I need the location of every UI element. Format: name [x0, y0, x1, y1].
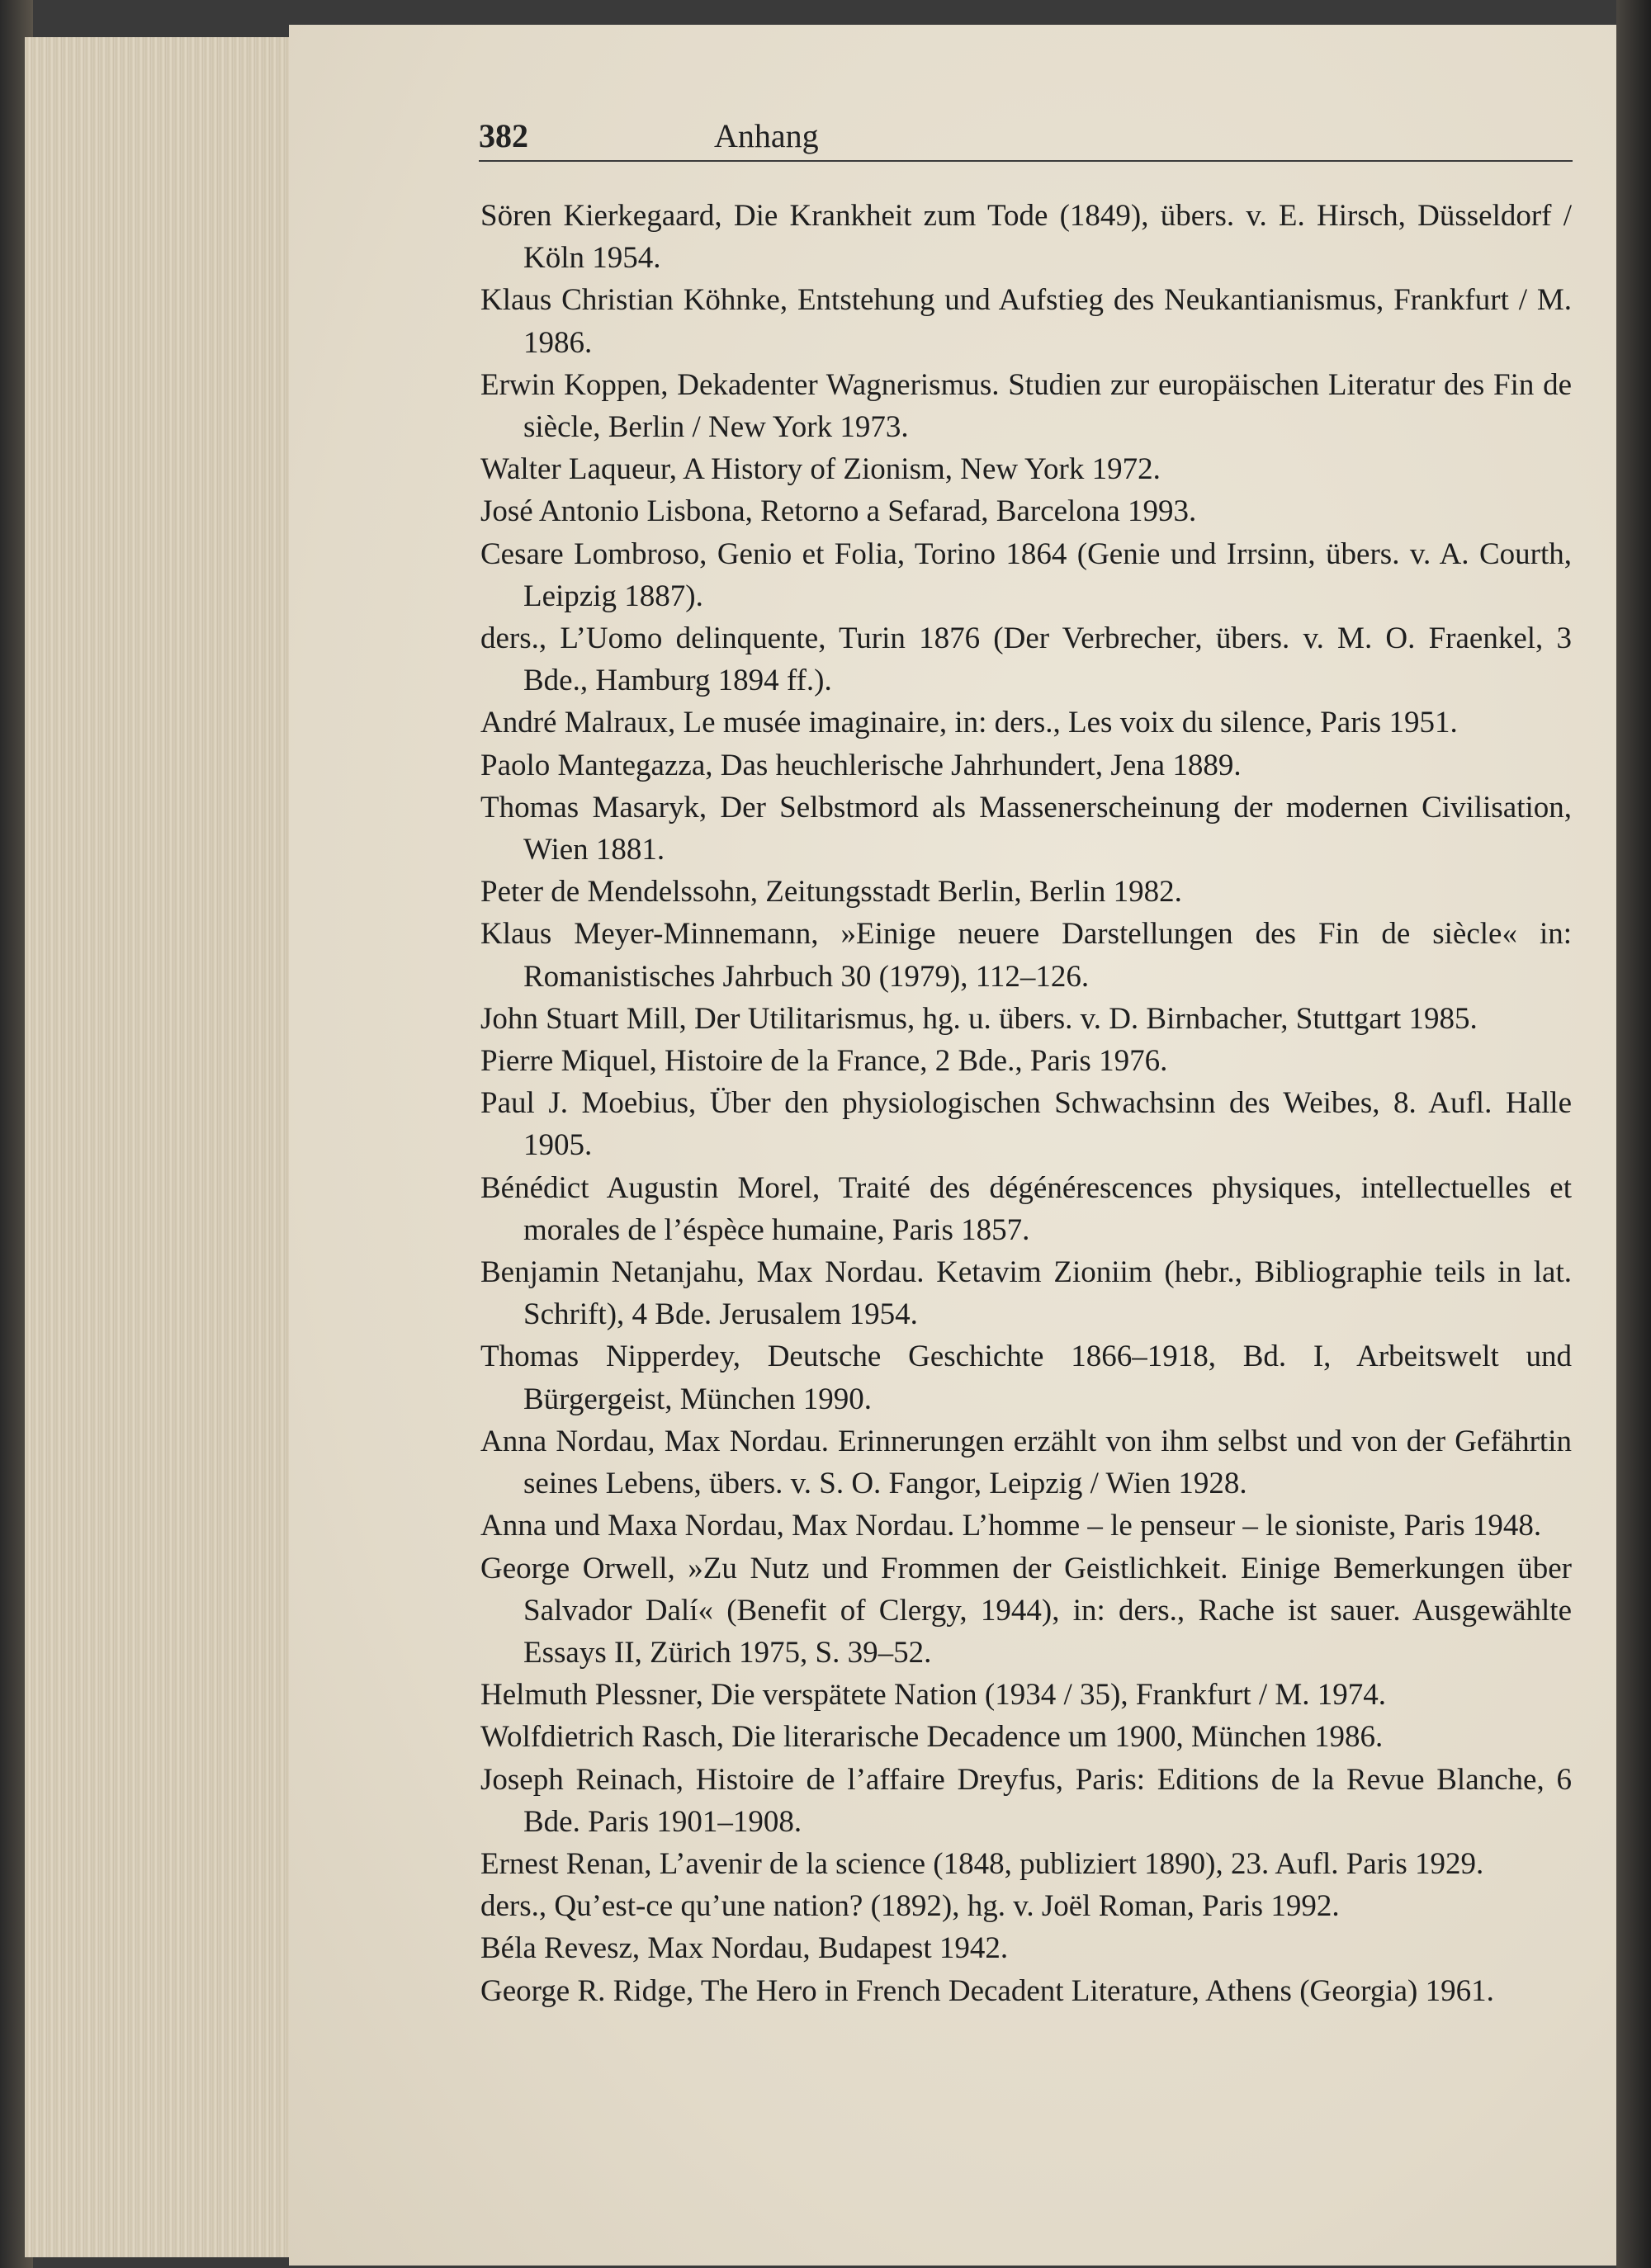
bibliography-entry: Walter Laqueur, A History of Zionism, New York 1972.	[480, 452, 1161, 487]
bibliography-entry: Thomas Nipperdey, Deutsche Geschichte 1866–1918, Bd. I, Arbeitswelt und Bürgergeist, München 1990.	[480, 1340, 1572, 1416]
book-page-edges	[25, 37, 299, 2257]
bibliography-entry: Erwin Koppen, Dekadenter Wagnerismus. Studien zur europäischen Literatur des Fin de siècle, Berlin / New York 1973.	[480, 367, 1572, 445]
bibliography-entry: José Antonio Lisbona, Retorno a Sefarad, Barcelona 1993.	[480, 494, 1197, 529]
bibliography-entry: Thomas Masaryk, Der Selbstmord als Massenerscheinung der modernen Civilisation, Wien 1881.	[480, 790, 1572, 867]
bibliography-entry: Bénédict Augustin Morel, Traité des dégénérescences physiques, intellectuelles et morales de l’éspèce humaine, Paris 1857.	[480, 1170, 1572, 1247]
section-title: Anhang	[714, 117, 819, 154]
bibliography-entry: Helmuth Plessner, Die verspätete Nation (1934 / 35), Frankfurt / M. 1974.	[480, 1678, 1387, 1713]
bibliography-entry: ders., L’Uomo delinquente, Turin 1876 (Der Verbrecher, übers. v. M. O. Fraenkel, 3 Bde., Hamburg 1894 ff.).	[480, 621, 1572, 698]
bibliography-entry: Paolo Mantegazza, Das heuchlerische Jahrhundert, Jena 1889.	[480, 748, 1242, 782]
bibliography-entry: George R. Ridge, The Hero in French Decadent Literature, Athens (Georgia) 1961.	[480, 1973, 1494, 2008]
bibliography-entry: Paul J. Moebius, Über den physiologischen Schwachsinn des Weibes, 8. Aufl. Halle 1905.	[480, 1086, 1572, 1163]
bibliography-entry: Sören Kierkegaard, Die Krankheit zum Tode (1849), übers. v. E. Hirsch, Düsseldorf / Köln 1954.	[480, 199, 1572, 276]
bibliography-entry: Klaus Meyer-Minnemann, »Einige neuere Darstellungen des Fin de siècle« in: Romanistisches Jahrbuch 30 (1979), 112–126.	[480, 917, 1572, 994]
bibliography-entry: George Orwell, »Zu Nutz und Frommen der Geistlichkeit. Einige Bemerkungen über Salvador Dalí« (Benefit of Clergy, 1944), in: ders., Rache ist sauer. Ausgewählte Essays II, Zürich 1975, S. 39–52.	[480, 1551, 1572, 1670]
page-header	[479, 116, 1573, 162]
right-background	[1616, 0, 1651, 2268]
bibliography-entry: André Malraux, Le musée imaginaire, in: ders., Les voix du silence, Paris 1951.	[480, 706, 1458, 740]
bibliography-list	[480, 195, 1572, 2012]
bibliography-entry: Benjamin Netanjahu, Max Nordau. Ketavim Zioniim (hebr., Bibliographie teils in lat. Schrift), 4 Bde. Jerusalem 1954.	[480, 1255, 1572, 1332]
bibliography-entry: Anna und Maxa Nordau, Max Nordau. L’homme – le penseur – le sioniste, Paris 1948.	[480, 1509, 1542, 1543]
bibliography-entry: John Stuart Mill, Der Utilitarismus, hg. u. übers. v. D. Birnbacher, Stuttgart 1985.	[480, 1001, 1478, 1036]
bibliography-entry: Klaus Christian Köhnke, Entstehung und Aufstieg des Neukantianismus, Frankfurt / M. 1986.	[480, 283, 1572, 360]
bibliography-entry: Cesare Lombroso, Genio et Folia, Torino 1864 (Genie und Irrsinn, übers. v. A. Courth, Leipzig 1887).	[480, 536, 1572, 613]
bibliography-entry: Peter de Mendelssohn, Zeitungsstadt Berlin, Berlin 1982.	[480, 875, 1182, 910]
bibliography-entry: Joseph Reinach, Histoire de l’affaire Dreyfus, Paris: Editions de la Revue Blanche, 6 Bde. Paris 1901–1908.	[480, 1762, 1572, 1839]
page-number: 382	[479, 117, 528, 154]
bibliography-entry: Ernest Renan, L’avenir de la science (1848, publiziert 1890), 23. Aufl. Paris 1929.	[480, 1846, 1484, 1881]
bibliography-entry: Wolfdietrich Rasch, Die literarische Decadence um 1900, München 1986.	[480, 1720, 1384, 1755]
bibliography-entry: Anna Nordau, Max Nordau. Erinnerungen erzählt von ihm selbst und von der Gefährtin seines Lebens, übers. v. S. O. Fangor, Leipzig / Wien 1928.	[480, 1424, 1572, 1501]
bibliography-entry: Béla Revesz, Max Nordau, Budapest 1942.	[480, 1931, 1009, 1966]
bibliography-entry: ders., Qu’est-ce qu’une nation? (1892), hg. v. Joël Roman, Paris 1992.	[480, 1889, 1340, 1924]
bibliography-entry: Pierre Miquel, Histoire de la France, 2 Bde., Paris 1976.	[480, 1044, 1168, 1079]
